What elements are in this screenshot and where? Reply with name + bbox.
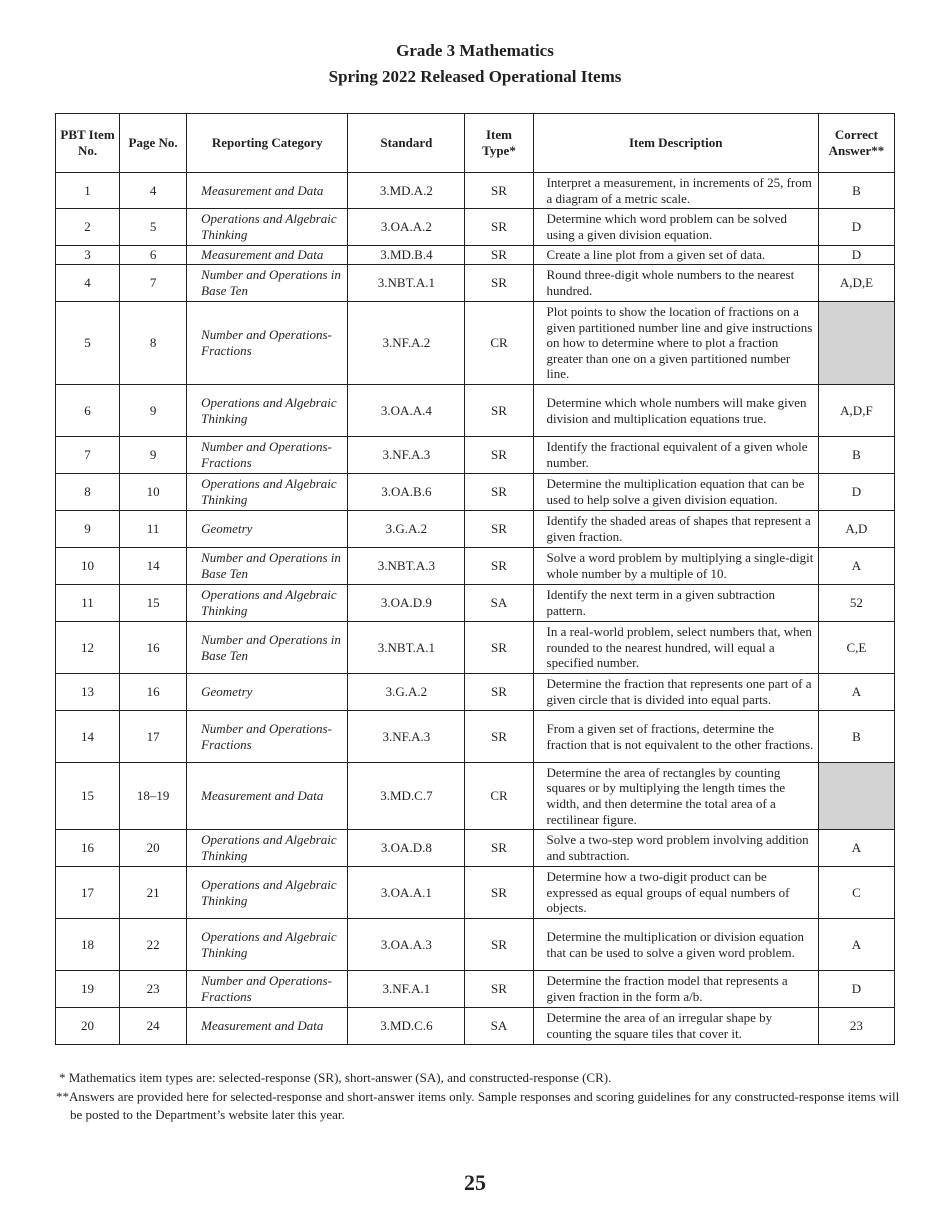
- cell-page-no: 16: [120, 674, 187, 711]
- cell-category: Operations and Algebraic Thinking: [187, 867, 348, 919]
- cell-item-type: CR: [465, 763, 533, 830]
- cell-answer: C,E: [818, 622, 894, 674]
- cell-description: In a real-world problem, select numbers that, when rounded to the nearest hundred, will equal a specified number.: [533, 622, 818, 674]
- table-row: [56, 763, 895, 830]
- cell-answer: A: [818, 830, 894, 867]
- cell-item-no: 18: [56, 919, 120, 971]
- cell-description: From a given set of fractions, determine the fraction that is not equivalent to the other fractions.: [533, 711, 818, 763]
- header-item-no: PBT Item No.: [56, 114, 120, 173]
- cell-description: Interpret a measurement, in increments of 25, from a diagram of a metric scale.: [533, 173, 818, 209]
- cell-category: Geometry: [187, 674, 348, 711]
- cell-description: Determine the area of rectangles by counting squares or by multiplying the length times the width, and then determine the total area of a rectilinear figure.: [533, 763, 818, 830]
- cell-description: Determine the fraction model that represents a given fraction in the form a/b.: [533, 971, 818, 1008]
- cell-description: Create a line plot from a given set of data.: [533, 246, 818, 265]
- cell-answer: A,D,F: [818, 385, 894, 437]
- cell-answer: A: [818, 919, 894, 971]
- cell-category: Number and Operations-Fractions: [187, 437, 348, 474]
- cell-item-no: 19: [56, 971, 120, 1008]
- cell-category: Operations and Algebraic Thinking: [187, 209, 348, 246]
- cell-page-no: 23: [120, 971, 187, 1008]
- footnote-item-types: * Mathematics item types are: selected-response (SR), short-answer (SA), and constructed-response (CR).: [59, 1070, 612, 1085]
- table-header-row: [56, 114, 895, 173]
- cell-category: Measurement and Data: [187, 246, 348, 265]
- cell-standard: 3.G.A.2: [348, 674, 465, 711]
- cell-description: Determine which word problem can be solved using a given division equation.: [533, 209, 818, 246]
- footnote-answers: **Answers are provided here for selected-response and short-answer items only. Sample responses and scoring guidelines for any constructed-response items will be posted to the Department’s website later this year.: [56, 1089, 900, 1122]
- cell-category: Number and Operations-Fractions: [187, 302, 348, 385]
- cell-standard: 3.NF.A.1: [348, 971, 465, 1008]
- cell-item-type: SR: [465, 971, 533, 1008]
- cell-description: Determine the area of an irregular shape by counting the square tiles that cover it.: [533, 1008, 818, 1045]
- cell-item-type: SR: [465, 622, 533, 674]
- cell-answer: 23: [818, 1008, 894, 1045]
- cell-item-type: SR: [465, 830, 533, 867]
- cell-standard: 3.MD.B.4: [348, 246, 465, 265]
- cell-page-no: 9: [120, 385, 187, 437]
- cell-answer: C: [818, 867, 894, 919]
- table-row: [56, 246, 895, 265]
- cell-page-no: 10: [120, 474, 187, 511]
- cell-category: Measurement and Data: [187, 1008, 348, 1045]
- cell-standard: 3.OA.D.9: [348, 585, 465, 622]
- header-category: Reporting Category: [187, 114, 348, 173]
- table-row: [56, 867, 895, 919]
- cell-standard: 3.NBT.A.1: [348, 265, 465, 302]
- header-answer: Correct Answer**: [818, 114, 894, 173]
- cell-answer: D: [818, 971, 894, 1008]
- cell-item-type: SR: [465, 867, 533, 919]
- cell-description: Solve a two-step word problem involving addition and subtraction.: [533, 830, 818, 867]
- page-subtitle: Spring 2022 Released Operational Items: [328, 67, 622, 86]
- table-row: [56, 209, 895, 246]
- cell-category: Operations and Algebraic Thinking: [187, 919, 348, 971]
- table-row: [56, 548, 895, 585]
- cell-standard: 3.NF.A.3: [348, 711, 465, 763]
- cell-standard: 3.MD.C.6: [348, 1008, 465, 1045]
- cell-category: Number and Operations in Base Ten: [187, 548, 348, 585]
- cell-standard: 3.NBT.A.3: [348, 548, 465, 585]
- cell-item-no: 2: [56, 209, 120, 246]
- cell-page-no: 14: [120, 548, 187, 585]
- cell-item-no: 10: [56, 548, 120, 585]
- cell-description: Determine which whole numbers will make given division and multiplication equations true.: [533, 385, 818, 437]
- cell-item-type: SR: [465, 246, 533, 265]
- cell-item-type: SA: [465, 585, 533, 622]
- cell-item-no: 15: [56, 763, 120, 830]
- cell-page-no: 22: [120, 919, 187, 971]
- cell-page-no: 4: [120, 173, 187, 209]
- cell-page-no: 11: [120, 511, 187, 548]
- table-row: [56, 585, 895, 622]
- page-title: Grade 3 Mathematics: [396, 41, 554, 60]
- header-item-type: Item Type*: [465, 114, 533, 173]
- page-number: 25: [464, 1170, 486, 1195]
- header-standard: Standard: [348, 114, 465, 173]
- cell-item-type: SR: [465, 209, 533, 246]
- cell-category: Operations and Algebraic Thinking: [187, 474, 348, 511]
- cell-page-no: 7: [120, 265, 187, 302]
- cell-item-type: SR: [465, 674, 533, 711]
- cell-standard: 3.OA.B.6: [348, 474, 465, 511]
- cell-answer: D: [818, 209, 894, 246]
- cell-item-no: 7: [56, 437, 120, 474]
- cell-page-no: 20: [120, 830, 187, 867]
- cell-description: Plot points to show the location of fractions on a given partitioned number line and give instructions on how to determine where to plot a fraction greater than one on a given partitioned number line.: [533, 302, 818, 385]
- table-row: [56, 474, 895, 511]
- cell-item-no: 16: [56, 830, 120, 867]
- cell-item-no: 20: [56, 1008, 120, 1045]
- cell-category: Number and Operations-Fractions: [187, 711, 348, 763]
- table-row: [56, 711, 895, 763]
- cell-category: Operations and Algebraic Thinking: [187, 585, 348, 622]
- cell-page-no: 24: [120, 1008, 187, 1045]
- cell-description: Determine how a two-digit product can be expressed as equal groups of equal numbers of objects.: [533, 867, 818, 919]
- cell-category: Number and Operations in Base Ten: [187, 265, 348, 302]
- cell-item-no: 8: [56, 474, 120, 511]
- cell-description: Determine the fraction that represents one part of a given circle that is divided into equal parts.: [533, 674, 818, 711]
- items-table: [55, 113, 895, 1045]
- cell-answer: D: [818, 246, 894, 265]
- cell-answer: D: [818, 474, 894, 511]
- cell-answer: B: [818, 173, 894, 209]
- cell-standard: 3.OA.D.8: [348, 830, 465, 867]
- cell-standard: 3.G.A.2: [348, 511, 465, 548]
- cell-description: Solve a word problem by multiplying a single-digit whole number by a multiple of 10.: [533, 548, 818, 585]
- table-row: [56, 437, 895, 474]
- cell-item-no: 9: [56, 511, 120, 548]
- cell-answer: B: [818, 437, 894, 474]
- table-row: [56, 385, 895, 437]
- cell-item-no: 1: [56, 173, 120, 209]
- cell-category: Measurement and Data: [187, 173, 348, 209]
- cell-item-no: 3: [56, 246, 120, 265]
- cell-page-no: 16: [120, 622, 187, 674]
- table-row: [56, 1008, 895, 1045]
- cell-item-type: SR: [465, 385, 533, 437]
- cell-page-no: 15: [120, 585, 187, 622]
- cell-item-type: SR: [465, 437, 533, 474]
- cell-category: Operations and Algebraic Thinking: [187, 385, 348, 437]
- cell-description: Round three-digit whole numbers to the nearest hundred.: [533, 265, 818, 302]
- cell-category: Number and Operations in Base Ten: [187, 622, 348, 674]
- table-row: [56, 674, 895, 711]
- cell-item-no: 4: [56, 265, 120, 302]
- cell-description: Identify the next term in a given subtraction pattern.: [533, 585, 818, 622]
- cell-category: Operations and Algebraic Thinking: [187, 830, 348, 867]
- cell-item-type: CR: [465, 302, 533, 385]
- cell-standard: 3.OA.A.2: [348, 209, 465, 246]
- cell-standard: 3.NF.A.3: [348, 437, 465, 474]
- cell-item-type: SR: [465, 474, 533, 511]
- cell-item-no: 11: [56, 585, 120, 622]
- cell-item-no: 17: [56, 867, 120, 919]
- cell-description: Identify the shaded areas of shapes that represent a given fraction.: [533, 511, 818, 548]
- cell-page-no: 9: [120, 437, 187, 474]
- cell-description: Determine the multiplication equation that can be used to help solve a given division equation.: [533, 474, 818, 511]
- cell-answer: A,D: [818, 511, 894, 548]
- cell-item-no: 13: [56, 674, 120, 711]
- cell-standard: 3.OA.A.1: [348, 867, 465, 919]
- cell-item-type: SR: [465, 265, 533, 302]
- cell-page-no: 8: [120, 302, 187, 385]
- table-row: [56, 302, 895, 385]
- cell-standard: 3.OA.A.3: [348, 919, 465, 971]
- cell-answer: [818, 302, 894, 385]
- table-row: [56, 173, 895, 209]
- cell-item-type: SR: [465, 711, 533, 763]
- cell-page-no: 17: [120, 711, 187, 763]
- cell-item-no: 14: [56, 711, 120, 763]
- header-description: Item Description: [533, 114, 818, 173]
- cell-standard: 3.OA.A.4: [348, 385, 465, 437]
- cell-item-no: 12: [56, 622, 120, 674]
- table-row: [56, 622, 895, 674]
- cell-answer: B: [818, 711, 894, 763]
- table-row: [56, 265, 895, 302]
- cell-item-type: SR: [465, 919, 533, 971]
- cell-answer: [818, 763, 894, 830]
- cell-page-no: 5: [120, 209, 187, 246]
- header-page-no: Page No.: [120, 114, 187, 173]
- cell-answer: A,D,E: [818, 265, 894, 302]
- cell-item-no: 6: [56, 385, 120, 437]
- cell-page-no: 6: [120, 246, 187, 265]
- cell-item-type: SR: [465, 548, 533, 585]
- cell-standard: 3.MD.A.2: [348, 173, 465, 209]
- cell-standard: 3.MD.C.7: [348, 763, 465, 830]
- cell-item-type: SA: [465, 1008, 533, 1045]
- table-row: [56, 830, 895, 867]
- cell-answer: A: [818, 674, 894, 711]
- table-row: [56, 919, 895, 971]
- cell-item-type: SR: [465, 173, 533, 209]
- cell-item-no: 5: [56, 302, 120, 385]
- cell-standard: 3.NF.A.2: [348, 302, 465, 385]
- cell-page-no: 21: [120, 867, 187, 919]
- cell-description: Determine the multiplication or division equation that can be used to solve a given word problem.: [533, 919, 818, 971]
- cell-standard: 3.NBT.A.1: [348, 622, 465, 674]
- cell-answer: A: [818, 548, 894, 585]
- cell-category: Geometry: [187, 511, 348, 548]
- table-row: [56, 511, 895, 548]
- table-row: [56, 971, 895, 1008]
- cell-category: Number and Operations-Fractions: [187, 971, 348, 1008]
- cell-description: Identify the fractional equivalent of a given whole number.: [533, 437, 818, 474]
- cell-answer: 52: [818, 585, 894, 622]
- cell-category: Measurement and Data: [187, 763, 348, 830]
- cell-item-type: SR: [465, 511, 533, 548]
- cell-page-no: 18–19: [120, 763, 187, 830]
